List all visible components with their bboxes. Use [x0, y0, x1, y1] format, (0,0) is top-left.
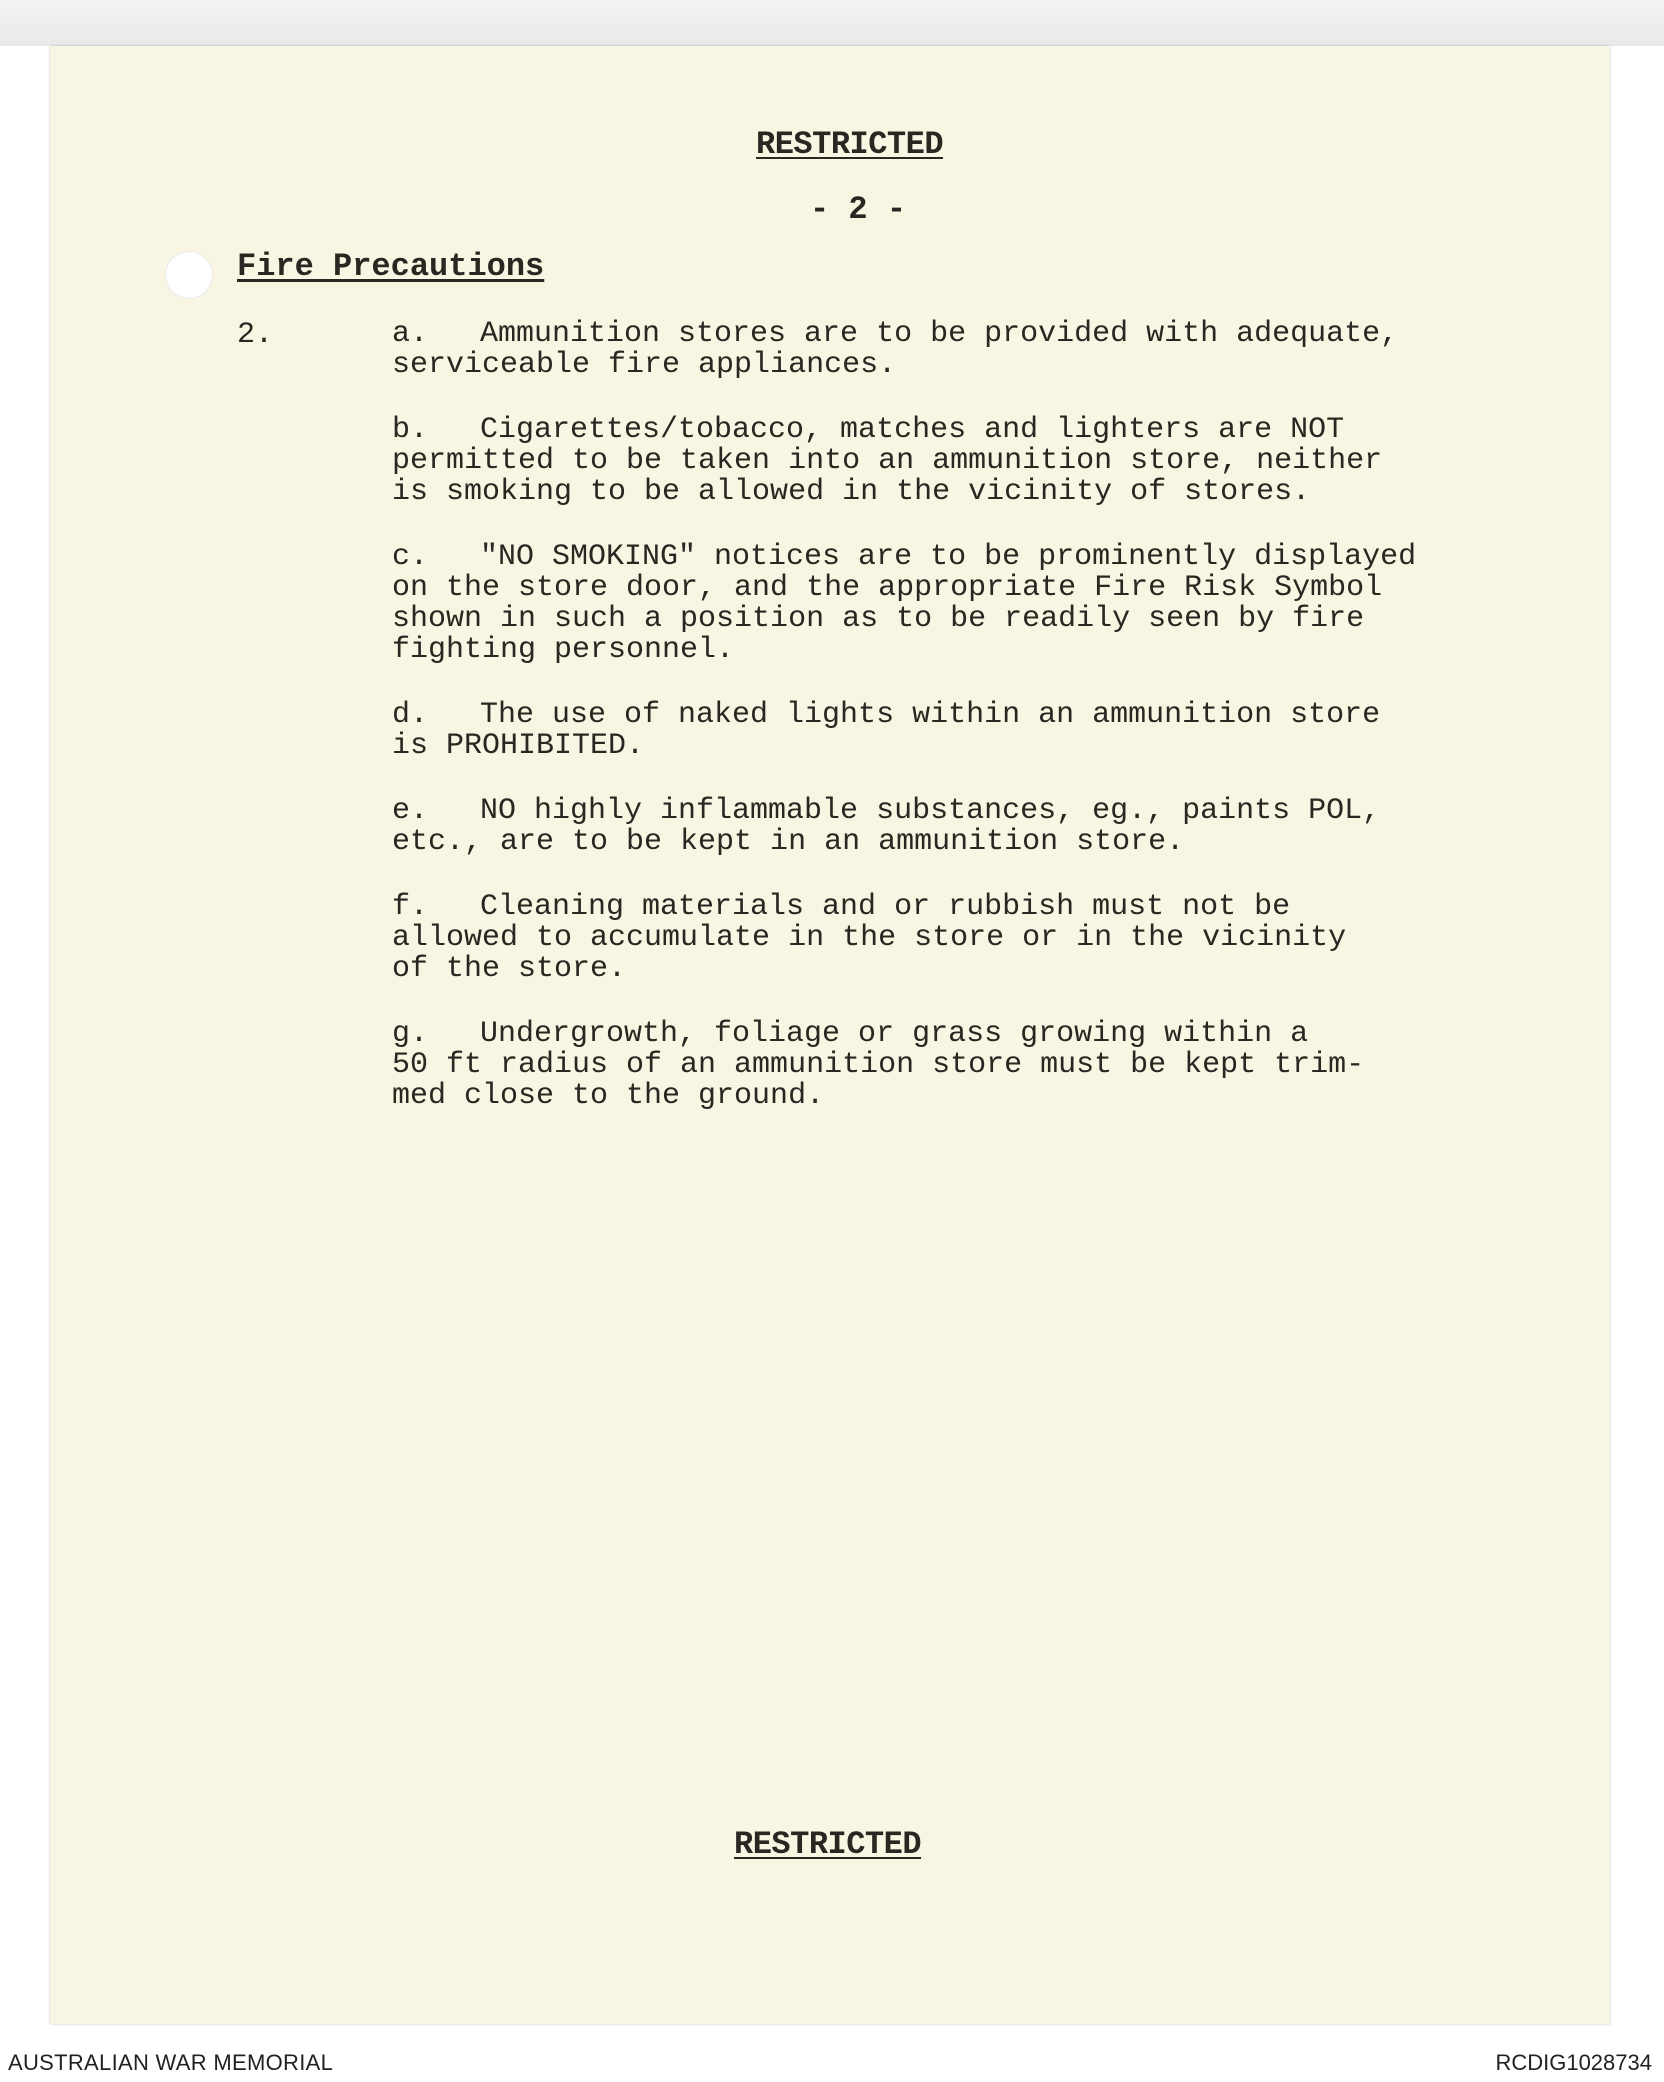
item-line — [392, 796, 1542, 827]
source-label: AUSTRALIAN WAR MEMORIAL — [8, 2050, 334, 2075]
item-letter: c. — [392, 540, 429, 574]
document-page — [50, 46, 1610, 2024]
record-id: RCDIG1028734 — [1495, 2050, 1652, 2075]
scan-background-top — [0, 0, 1664, 46]
item-line — [392, 700, 1542, 731]
item-letter: f. — [392, 890, 429, 924]
item-text: permitted to be taken into an ammunition store, neither — [392, 444, 1383, 478]
list-item — [392, 1019, 1542, 1112]
list-item — [392, 892, 1542, 985]
item-line — [392, 892, 1542, 923]
item-text: The use of naked lights within an ammunition store — [480, 698, 1381, 732]
list-item — [392, 542, 1542, 666]
item-text: "NO SMOKING" notices are to be prominently displayed — [480, 540, 1417, 574]
item-text: Ammunition stores are to be provided with adequate, — [480, 317, 1399, 351]
punch-hole — [165, 251, 213, 299]
list-item — [392, 700, 1542, 762]
item-text: 50 ft radius of an ammunition store must be kept trim- — [392, 1048, 1365, 1082]
item-text: NO highly inflammable substances, eg., paints POL, — [480, 794, 1381, 828]
item-text: allowed to accumulate in the store or in the vicinity — [392, 921, 1347, 955]
item-letter: a. — [392, 317, 429, 351]
list-item — [392, 796, 1542, 858]
page-number: - 2 - — [810, 191, 907, 228]
item-text: etc., are to be kept in an ammunition store. — [392, 825, 1185, 859]
section-heading: Fire Precautions — [237, 248, 545, 285]
paragraph-number: 2. — [237, 318, 274, 352]
item-line — [392, 542, 1542, 573]
list-item — [392, 415, 1542, 508]
item-letter: d. — [392, 698, 429, 732]
item-text: med close to the ground. — [392, 1079, 825, 1113]
list-item — [392, 319, 1542, 381]
item-text: serviceable fire appliances. — [392, 348, 897, 382]
item-text: shown in such a position as to be readily seen by fire — [392, 602, 1365, 636]
classification-footer: RESTRICTED — [734, 1826, 922, 1863]
item-line — [392, 1019, 1542, 1050]
item-letter: b. — [392, 413, 429, 447]
item-text: fighting personnel. — [392, 633, 735, 667]
item-text: of the store. — [392, 952, 627, 986]
item-text: Undergrowth, foliage or grass growing within a — [480, 1017, 1309, 1051]
item-text: Cleaning materials and or rubbish must not be — [480, 890, 1291, 924]
item-list — [392, 319, 1542, 1146]
item-letter: g. — [392, 1017, 429, 1051]
item-line — [392, 415, 1542, 446]
classification-header: RESTRICTED — [756, 126, 944, 163]
item-text: Cigarettes/tobacco, matches and lighters are NOT — [480, 413, 1345, 447]
item-line — [392, 319, 1542, 350]
item-text: is PROHIBITED. — [392, 729, 645, 763]
item-text: on the store door, and the appropriate Fire Risk Symbol — [392, 571, 1383, 605]
item-text: is smoking to be allowed in the vicinity of stores. — [392, 475, 1311, 509]
item-letter: e. — [392, 794, 429, 828]
